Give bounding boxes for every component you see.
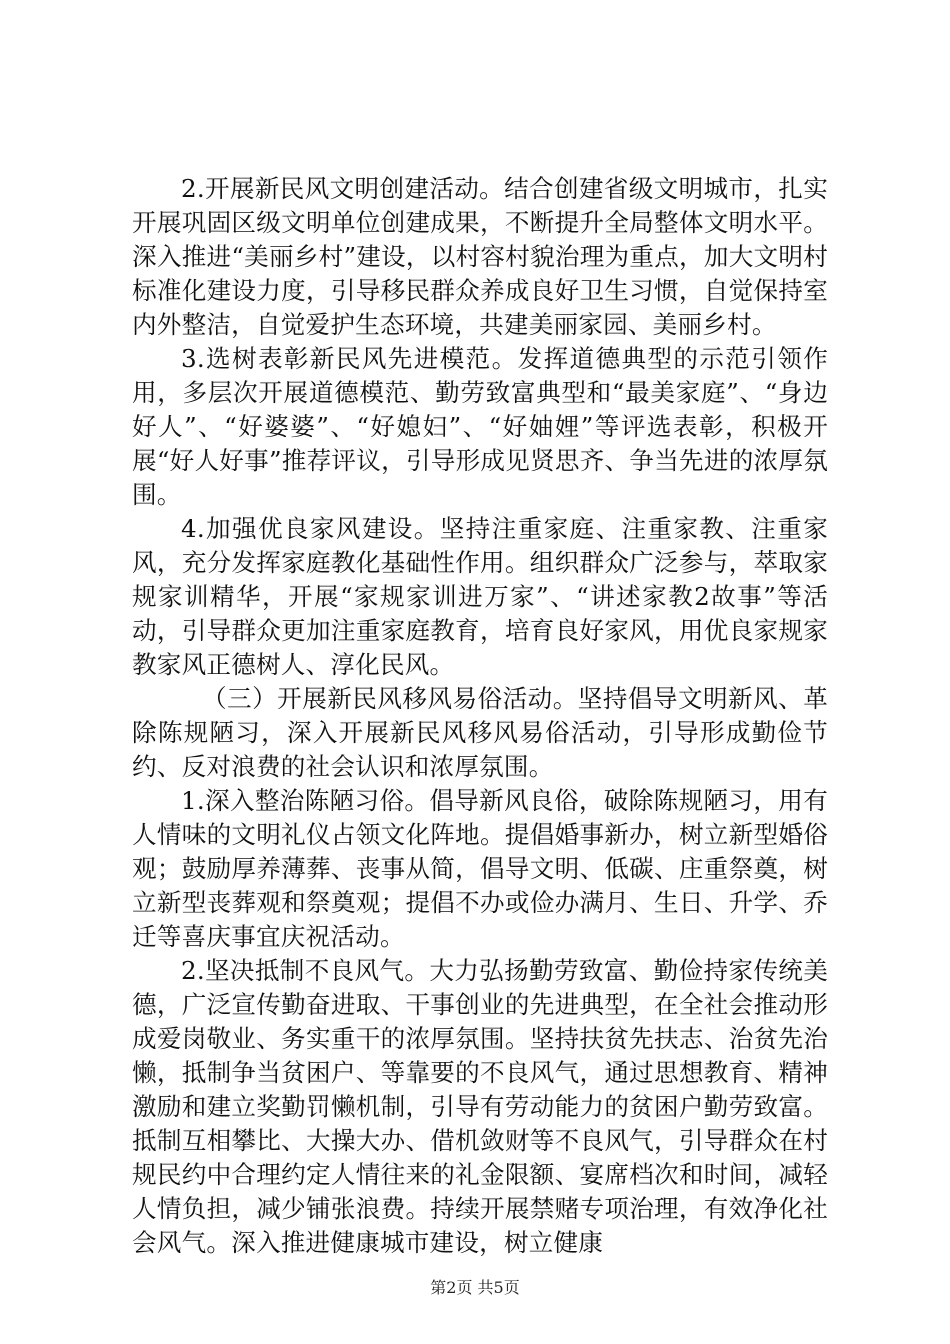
section-heading-paragraph: （三）开展新民风移风易俗活动。坚持倡导文明新风、革除陈规陋习，深入开展新民风移风易俗活动，引导形成勤俭节约、反对浪费的社会认识和浓厚氛围。 (132, 684, 828, 781)
page-footer: 第2页 共5页 (430, 1278, 520, 1297)
paragraph-item-2b: 2.坚决抵制不良风气。大力弘扬勤劳致富、勤俭持家传统美德，广泛宣传勤奋进取、干事创业的先进典型，在全社会推动形成爱岗敬业、务实重干的浓厚氛围。坚持扶贫先扶志、治贫先治懒，抵制争当贫困户、等靠要的不良风气，通过思想教育、精神激励和建立奖勤罚懒机制，引导有劳动能力的贫困户勤劳致富。抵制互相攀比、大操大办、借机敛财等不良风气，引导群众在村规民约中合理约定人情往来的礼金限额、宴席档次和时间，减轻人情负担，减少铺张浪费。持续开展禁赌专项治理，有效净化社会风气。深入推进健康城市建设，树立健康 (132, 956, 828, 1257)
paragraph-item-1: 1.深入整治陈陋习俗。倡导新风良俗，破除陈规陋习，用有人情味的文明礼仪占领文化阵地。提倡婚事新办，树立新型婚俗观；鼓励厚养薄葬、丧事从简，倡导文明、低碳、庄重祭奠，树立新型丧葬观和祭奠观；提倡不办或俭办满月、生日、升学、乔迁等喜庆事宜庆祝活动。 (132, 786, 828, 951)
paragraph-item-4: 4.加强优良家风建设。坚持注重家庭、注重家教、注重家风，充分发挥家庭教化基础性作用。组织群众广泛参与，萃取家规家训精华，开展“家规家训进万家”、“讲述家教2故事”等活动，引导群众更加注重家庭教育，培育良好家风，用优良家规家教家风正德树人、淳化民风。 (132, 514, 828, 679)
document-body (132, 172, 828, 1260)
paragraph-item-3: 3.选树表彰新民风先进模范。发挥道德典型的示范引领作用，多层次开展道德模范、勤劳致富典型和“最美家庭”、“身边好人”、“好婆婆”、“好媳妇”、“好妯娌”等评选表彰，积极开展“好人好事”推荐评议，引导形成见贤思齐、争当先进的浓厚氛围。 (132, 344, 828, 509)
paragraph-item-2: 2.开展新民风文明创建活动。结合创建省级文明城市，扎实开展巩固区级文明单位创建成果，不断提升全局整体文明水平。深入推进“美丽乡村”建设，以村容村貌治理为重点，加大文明村标准化建设力度，引导移民群众养成良好卫生习惯，自觉保持室内外整洁，自觉爱护生态环境，共建美丽家园、美丽乡村。 (132, 174, 828, 339)
